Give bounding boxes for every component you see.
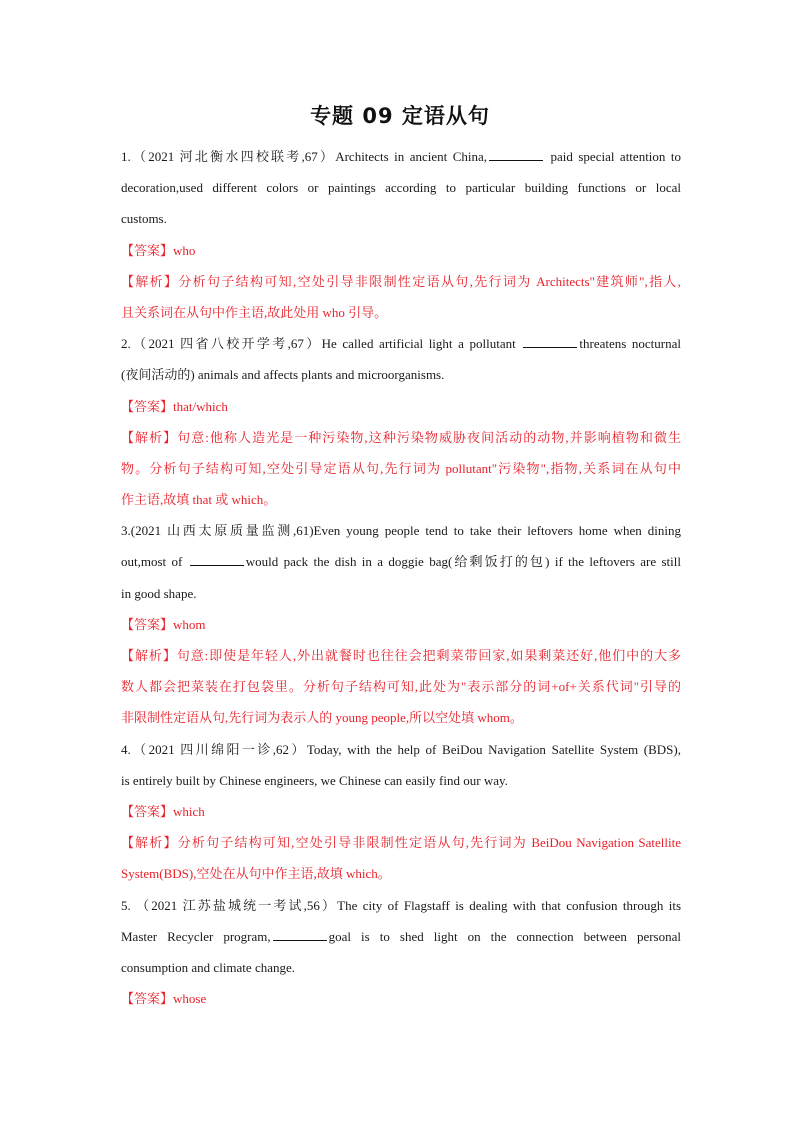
question-1-line-3: customs.	[121, 211, 167, 227]
question-5-line-1: 5. （2021 江苏盐城统一考试,56）The city of Flagstaff is dealing with that confusion through its	[121, 897, 681, 913]
question-5-line-2: Master Recycler program, goal is to shed light on the connection between personal	[121, 928, 681, 944]
question-2-explanation-3: 作主语,故填 that 或 which。	[121, 492, 277, 508]
document-body	[121, 141, 681, 1014]
answer-blank	[489, 148, 543, 161]
question-3-line-2: out,most of would pack the dish in a doggie bag(给剩饭打的包) if the leftovers are still	[121, 554, 681, 570]
question-3-answer: 【答案】whom	[121, 616, 206, 632]
question-2-line-2: (夜间活动的) animals and affects plants and microorganisms.	[121, 367, 445, 383]
question-4-explanation-1: 【解析】分析句子结构可知,空处引导非限制性定语从句,先行词为 BeiDou Navigation Satellite	[121, 835, 681, 851]
question-3-explanation-2: 数人都会把菜装在打包袋里。分析句子结构可知,此处为"表示部分的词+of+关系代词"引导的	[121, 679, 681, 695]
question-3-explanation-1: 【解析】句意:即使是年轻人,外出就餐时也往往会把剩菜带回家,如果剩菜还好,他们中的大多	[121, 648, 681, 663]
question-4-line-2: is entirely built by Chinese engineers, we Chinese can easily find our way.	[121, 772, 508, 788]
question-1-line-2: decoration,used different colors or paintings according to particular building functions or local	[121, 180, 681, 196]
answer-blank	[523, 335, 577, 348]
question-4-answer: 【答案】which	[121, 803, 205, 819]
question-4-line-1: 4.（2021 四川绵阳一诊,62）Today, with the help of BeiDou Navigation Satellite System (BDS),	[121, 741, 681, 757]
question-1-explanation-2: 且关系词在从句中作主语,故此处用 who 引导。	[121, 304, 388, 320]
question-2-explanation-2: 物。分析句子结构可知,空处引导定语从句,先行词为 pollutant"污染物",指物,关系词在从句中	[121, 460, 681, 476]
question-1-answer: 【答案】who	[121, 242, 196, 258]
question-2-line-1: 2.（2021 四省八校开学考,67）He called artificial light a pollutant threatens nocturnal	[121, 336, 681, 352]
question-2-explanation-1: 【解析】句意:他称人造光是一种污染物,这种污染物威胁夜间活动的动物,并影响植物和微生	[121, 429, 681, 445]
page-title: 专题 09 定语从句	[310, 104, 490, 128]
question-1-line-1: 1.（2021 河北衡水四校联考,67）Architects in ancient China, paid special attention to	[121, 149, 681, 164]
question-1-explanation-1: 【解析】分析句子结构可知,空处引导非限制性定语从句,先行词为 Architects"建筑师",指人,	[121, 273, 681, 289]
question-3-line-3: in good shape.	[121, 585, 197, 601]
question-2-answer: 【答案】that/which	[121, 398, 228, 414]
question-3-explanation-3: 非限制性定语从句,先行词为表示人的 young people,所以空处填 whom。	[121, 710, 523, 726]
answer-blank	[190, 553, 244, 566]
question-3-line-1: 3.(2021 山西太原质量监测,61)Even young people tend to take their leftovers home when dining	[121, 523, 681, 539]
question-5-answer: 【答案】whose	[121, 991, 207, 1007]
answer-blank	[273, 928, 327, 941]
question-4-explanation-2: System(BDS),空处在从句中作主语,故填 which。	[121, 866, 391, 882]
question-5-line-3: consumption and climate change.	[121, 959, 296, 975]
